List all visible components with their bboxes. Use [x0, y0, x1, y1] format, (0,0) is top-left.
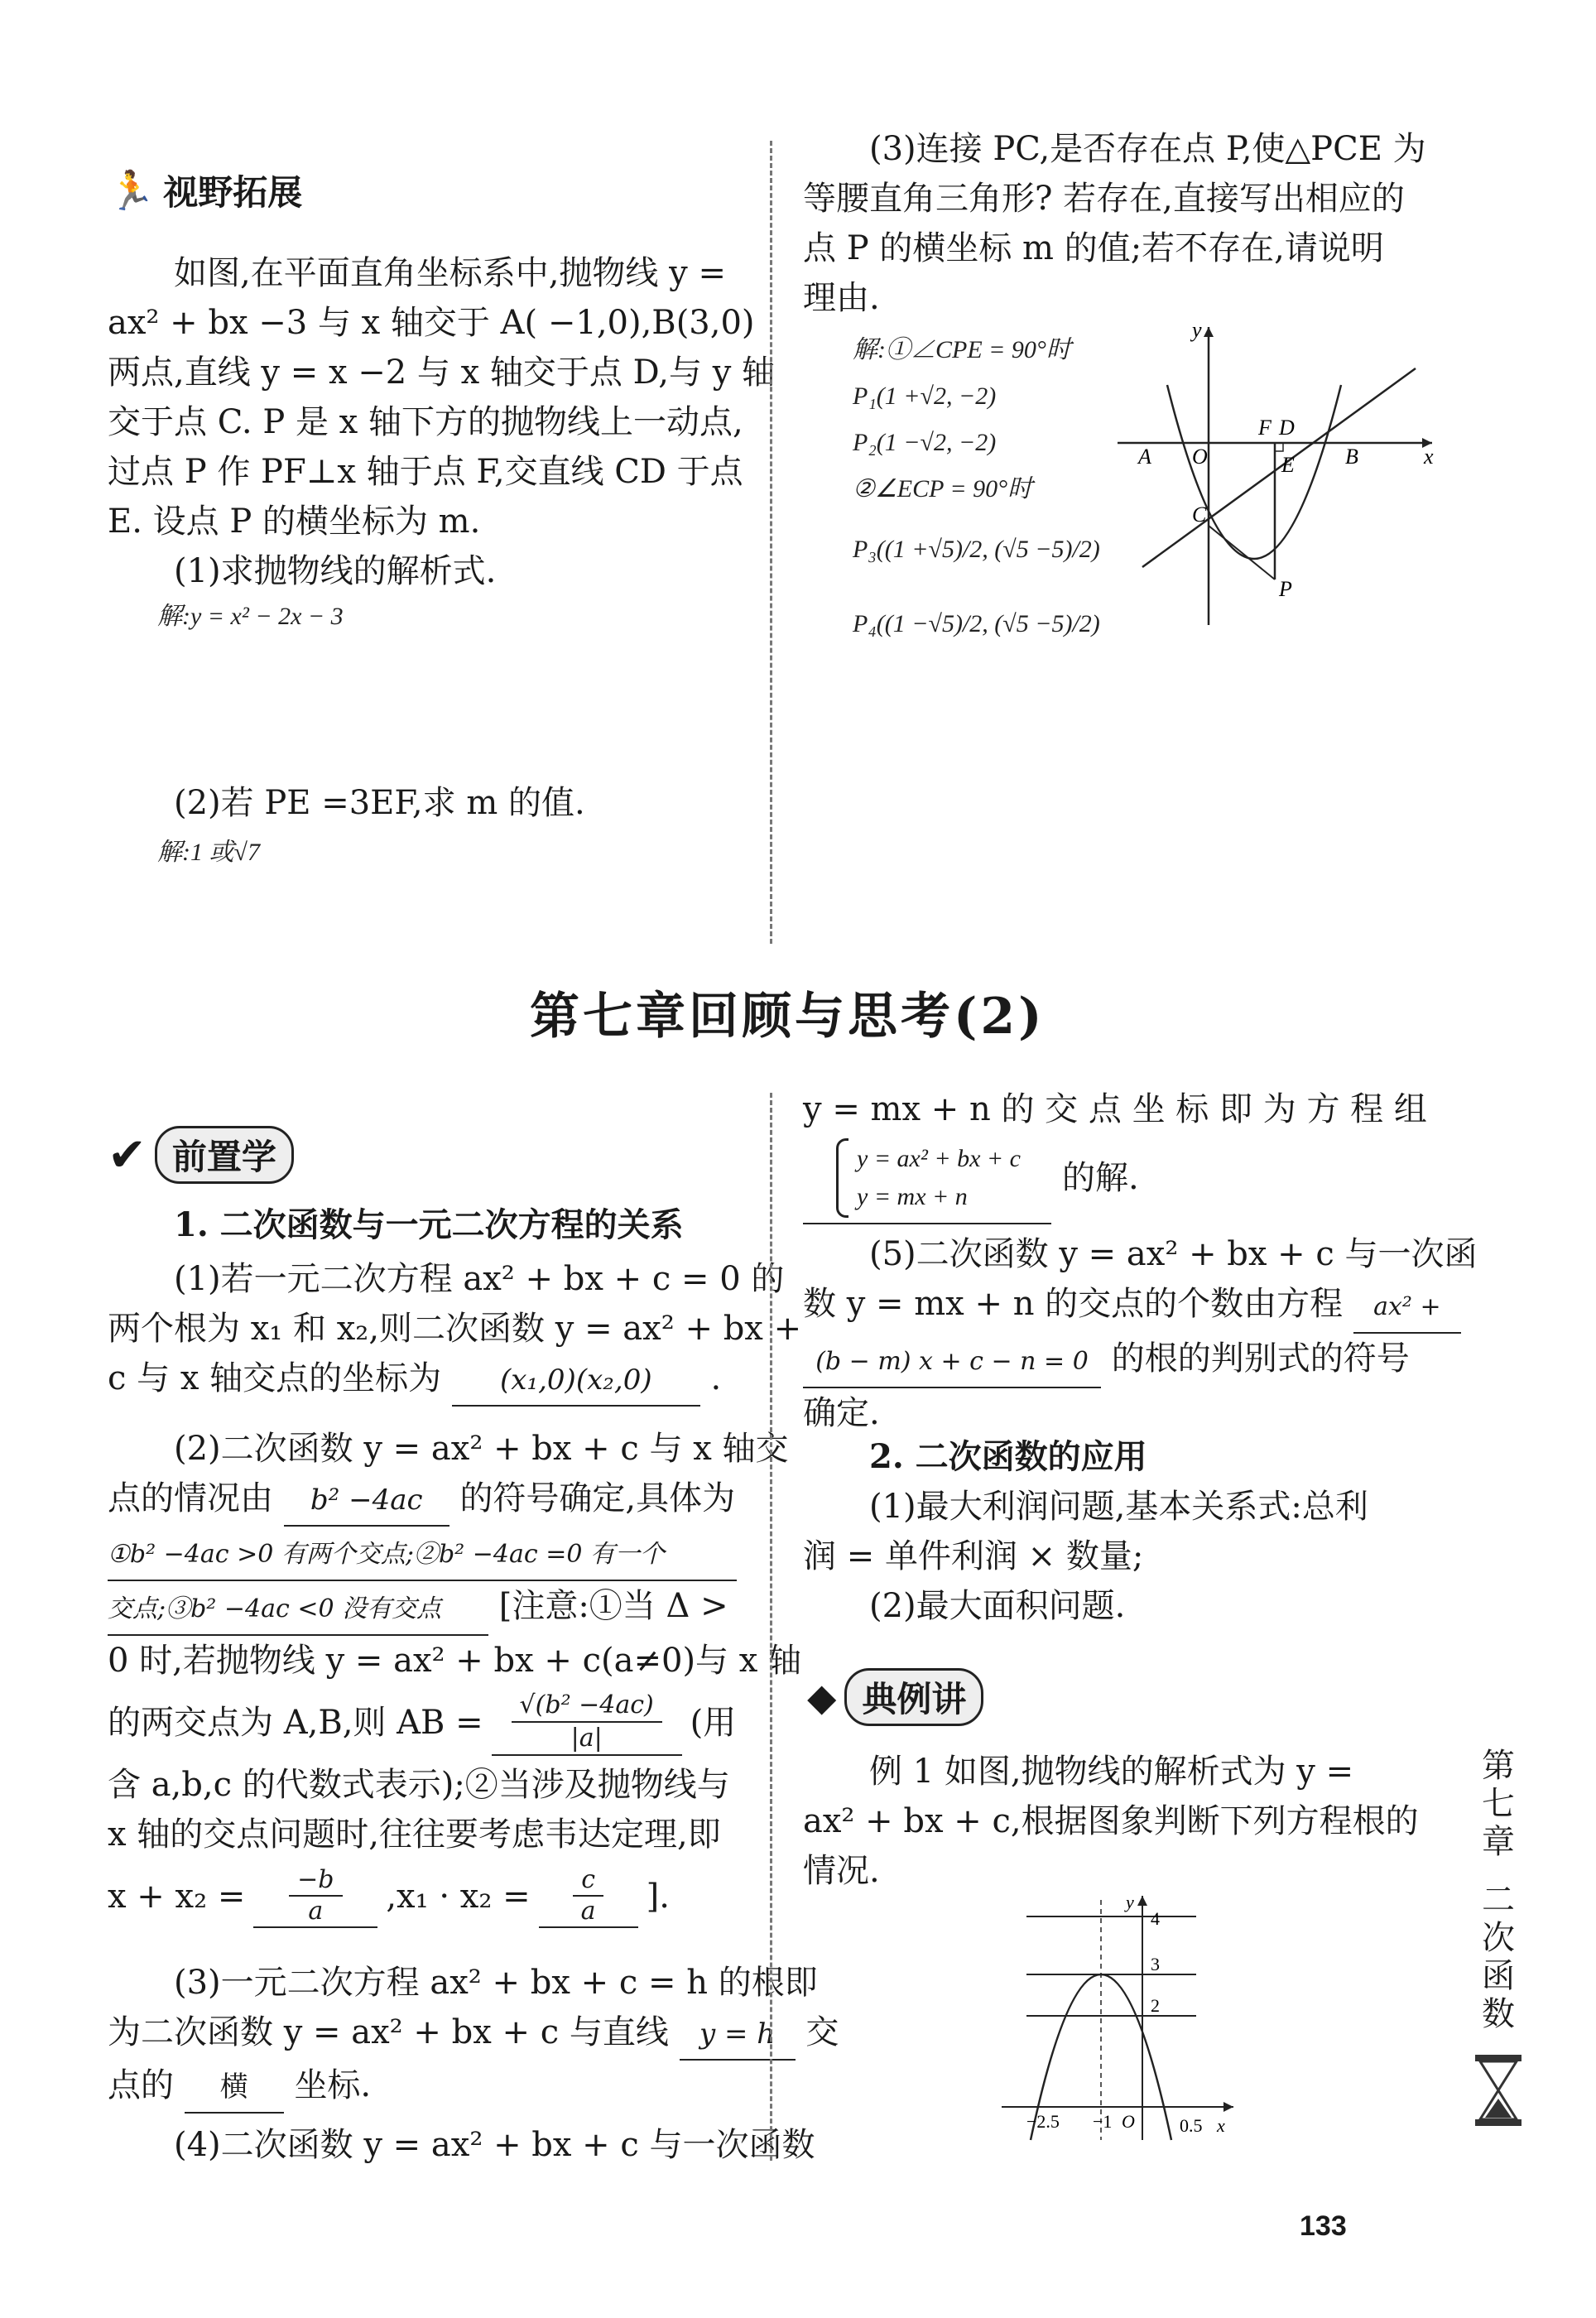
hourglass-icon	[1473, 2053, 1523, 2128]
text-line: (2)二次函数 y = ax² + bx + c 与 x 轴交	[174, 1430, 789, 1468]
text-span: ].	[646, 1878, 670, 1916]
fraction-denominator: a	[539, 1897, 638, 1928]
tab-char: 第	[1482, 1747, 1515, 1785]
answer-line: P₂(1 −√2, −2)	[853, 429, 997, 456]
tab-char: 次	[1482, 1919, 1515, 1957]
fraction-ab	[492, 1690, 682, 1756]
text-line: E. 设点 P 的横坐标为 m.	[108, 503, 481, 541]
fill-blank: 交点;③b² −4ac <0 没有交点	[108, 1585, 488, 1636]
banner-vision	[108, 166, 302, 215]
label-B: B	[1345, 445, 1358, 469]
text-line: (5)二次函数 y = ax² + bx + c 与一次函	[869, 1235, 1478, 1273]
label-C: C	[1192, 503, 1207, 527]
parabola-graph-1	[1109, 319, 1440, 633]
text-line: ax² + bx −3 与 x 轴交于 A( −1,0),B(3,0)	[108, 304, 755, 342]
text-line: (2)最大面积问题.	[869, 1587, 1126, 1625]
system-row: y = mx + n	[857, 1183, 968, 1210]
chapter-title: 第七章回顾与思考(2)	[530, 988, 1046, 1046]
label-E: E	[1281, 453, 1295, 477]
text-line: 两个根为 x₁ 和 x₂,则二次函数 y = ax² + bx +	[108, 1310, 802, 1348]
text-span: x + x₂ =	[108, 1878, 246, 1916]
text-span: [注意:①当 Δ >	[498, 1587, 728, 1625]
text-line: 过点 P 作 PF⊥x 轴于点 F,交直线 CD 于点	[108, 453, 743, 491]
text-line: ax² + bx + c,根据图象判断下列方程根的	[803, 1802, 1419, 1840]
answer-2: 解:1 或√7	[157, 839, 260, 866]
label-2: 2	[1151, 1995, 1160, 2016]
fill-blank: 横	[185, 2062, 284, 2114]
label-x: x	[1217, 2115, 1225, 2136]
text-line	[108, 1474, 801, 1527]
page-number: 133	[1300, 2210, 1347, 2242]
runner-icon: 🏃	[108, 167, 156, 213]
heading-2: 2. 二次函数的应用	[869, 1437, 1147, 1476]
text-span: ,x₁ · x₂ =	[386, 1878, 531, 1916]
heading-1: 1. 二次函数与一元二次方程的关系	[174, 1205, 684, 1244]
fraction-product	[539, 1865, 638, 1928]
text-line	[108, 1527, 801, 1581]
question-3	[803, 124, 1426, 323]
answer-1: 解:y = x² − 2x − 3	[157, 603, 344, 630]
intro-paragraph	[108, 248, 775, 546]
label-neg-1: −1	[1093, 2111, 1113, 2132]
system-tail: 的解.	[1062, 1159, 1139, 1197]
fill-blank: y = h	[680, 2009, 796, 2061]
question-1: (1)求抛物线的解析式.	[174, 552, 497, 590]
equation-system	[836, 1138, 1139, 1218]
system-underline	[803, 1223, 1051, 1224]
label-y: y	[1126, 1892, 1134, 1912]
fraction-numerator: √(b² −4ac)	[512, 1690, 662, 1723]
system-brace	[836, 1138, 848, 1218]
text-line: 例 1 如图,抛物线的解析式为 y =	[869, 1753, 1354, 1791]
system-rows	[857, 1140, 1021, 1216]
tab-char: 数	[1482, 1995, 1515, 2033]
label-P: P	[1279, 577, 1292, 601]
text-span: 数 y = mx + n 的交点的个数由方程	[803, 1285, 1344, 1323]
text-span: 坐标.	[294, 2066, 372, 2104]
continuation-line: y = mx + n 的 交 点 坐 标 即 为 方 程 组	[803, 1090, 1427, 1128]
label-x: x	[1424, 445, 1434, 469]
text-line: 确定.	[803, 1394, 880, 1432]
banner-label: 典例讲	[844, 1668, 983, 1726]
application-list	[803, 1482, 1368, 1631]
item-2	[108, 1424, 801, 1934]
label-4: 4	[1151, 1908, 1160, 1929]
item-1	[108, 1254, 801, 1407]
tab-char: 二	[1482, 1881, 1515, 1919]
text-line: (1)若一元二次方程 ax² + bx + c = 0 的	[174, 1260, 785, 1298]
column-divider	[770, 1093, 772, 2161]
label-y: y	[1192, 319, 1202, 342]
text-line: c 与 x 轴交点的坐标为 (x₁,0)(x₂,0) .	[108, 1354, 801, 1407]
text-line: 两点,直线 y = x −2 与 x 轴交于点 D,与 y 轴	[108, 353, 776, 392]
fill-blank: (b − m) x + c − n = 0	[803, 1337, 1101, 1388]
text-line: (4)二次函数 y = ax² + bx + c 与一次函数	[174, 2126, 815, 2164]
column-divider	[770, 141, 772, 944]
text-span: (用	[690, 1704, 737, 1742]
text-span: 点的	[108, 2066, 174, 2104]
label-D: D	[1279, 416, 1295, 440]
fill-blank: ax² +	[1353, 1282, 1461, 1334]
label-3: 3	[1151, 1954, 1160, 1974]
text-line: 理由.	[803, 279, 880, 317]
text-span: c 与 x 轴交点的坐标为	[108, 1359, 442, 1397]
text-line: (1)最大利润问题,基本关系式:总利	[869, 1488, 1368, 1526]
answer-line: P₄((1 −√5)/2, (√5 −5)/2)	[853, 610, 1100, 637]
answer-line: P₃((1 +√5)/2, (√5 −5)/2)	[853, 536, 1100, 563]
text-span: 为二次函数 y = ax² + bx + c 与直线	[108, 2013, 669, 2051]
text-span: 点的情况由	[108, 1479, 273, 1517]
banner-example	[807, 1668, 983, 1726]
fraction-denominator: a	[253, 1897, 377, 1928]
fraction-denominator: |a|	[492, 1723, 682, 1756]
banner-preview	[108, 1126, 294, 1184]
text-line: 润 = 单件利润 × 数量;	[803, 1537, 1144, 1575]
text-line: 如图,在平面直角坐标系中,抛物线 y =	[174, 254, 726, 292]
text-line: 0 时,若抛物线 y = ax² + bx + c(a≠0)与 x 轴	[108, 1642, 802, 1680]
banner-label: 视野拓展	[163, 172, 303, 213]
text-line	[803, 1279, 1478, 1334]
answer-line: P₁(1 +√2, −2)	[853, 382, 997, 410]
tab-char: 函	[1482, 1957, 1515, 1995]
text-line	[108, 1859, 801, 1934]
label-O: O	[1192, 445, 1208, 469]
label-F: F	[1258, 416, 1272, 440]
text-line	[108, 2008, 839, 2061]
parabola-graph-2	[993, 1892, 1242, 2148]
fill-blank: (x₁,0)(x₂,0)	[452, 1355, 700, 1407]
text-line: 情况.	[803, 1852, 880, 1890]
text-line: (3)一元二次方程 ax² + bx + c = h 的根即	[174, 1964, 818, 2002]
text-line: 点 P 的横坐标 m 的值;若不存在,请说明	[803, 229, 1384, 267]
answer-3	[853, 327, 1100, 661]
text-line	[108, 1581, 801, 1636]
fill-blank: b² −4ac	[284, 1475, 449, 1527]
answer-line: ②∠ECP = 90°时	[853, 475, 1033, 503]
text-line: 含 a,b,c 的代数式表示);②当涉及抛物线与	[108, 1766, 730, 1804]
fraction-numerator: c	[573, 1865, 603, 1897]
text-line: 等腰直角三角形? 若存在,直接写出相应的	[803, 180, 1405, 218]
answer-line: 解:①∠CPE = 90°时	[853, 336, 1071, 363]
tab-char: 章	[1482, 1823, 1515, 1861]
item-5	[803, 1229, 1478, 1438]
label-A: A	[1138, 445, 1151, 469]
text-line: x 轴的交点问题时,往往要考虑韦达定理,即	[108, 1815, 721, 1854]
text-span: 的符号确定,具体为	[459, 1479, 736, 1517]
text-span: 交	[805, 2013, 839, 2051]
banner-label: 前置学	[155, 1126, 294, 1184]
tab-char: 七	[1482, 1785, 1515, 1823]
label-neg-2-5: −2.5	[1026, 2111, 1060, 2132]
text-span: 的根的判别式的符号	[1111, 1339, 1410, 1378]
label-O: O	[1122, 2111, 1135, 2132]
item-3	[108, 1958, 839, 2170]
system-row: y = ax² + bx + c	[857, 1145, 1021, 1172]
text-line	[803, 1334, 1478, 1388]
question-2: (2)若 PE =3EF,求 m 的值.	[174, 784, 585, 822]
text-span: 的两交点为 A,B,则 AB =	[108, 1704, 483, 1742]
chapter-side-tab	[1478, 1747, 1519, 2033]
fraction-numerator: −b	[289, 1865, 342, 1897]
fraction-sum	[253, 1865, 377, 1928]
text-line: 交于点 C. P 是 x 轴下方的抛物线上一动点,	[108, 403, 743, 441]
cube-icon: ◆	[807, 1675, 837, 1719]
text-line	[108, 1686, 801, 1760]
example-1	[803, 1747, 1419, 1896]
text-line: (3)连接 PC,是否存在点 P,使△PCE 为	[869, 130, 1426, 168]
checkmark-icon: ✔	[108, 1128, 147, 1182]
fill-blank: ①b² −4ac >0 有两个交点;②b² −4ac =0 有一个	[108, 1530, 737, 1581]
text-line	[108, 2061, 839, 2114]
label-0-5: 0.5	[1180, 2115, 1203, 2136]
